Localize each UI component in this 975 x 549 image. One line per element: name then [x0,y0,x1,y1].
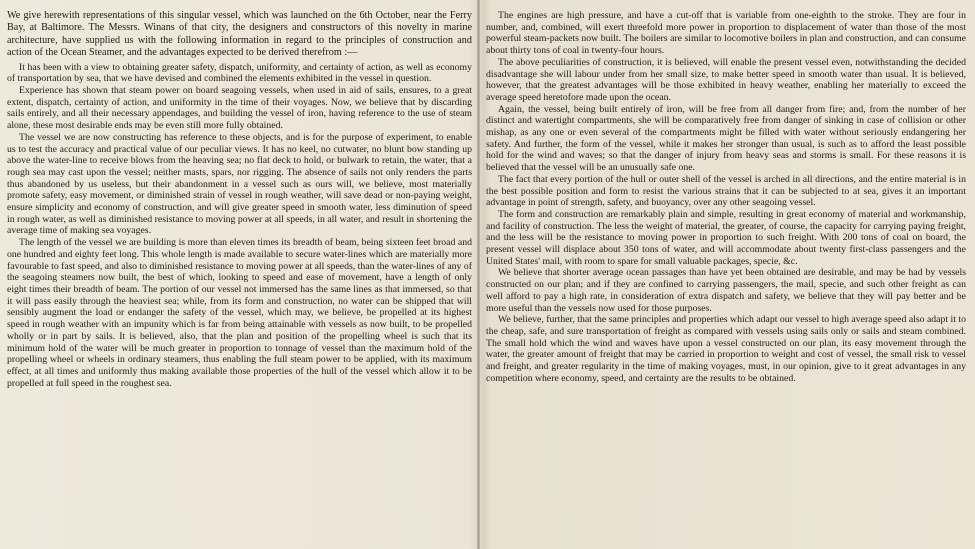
paragraph: Again, the vessel, being built entirely of iron, will be free from all danger from fire; and, from the number of her distinct and watertight compartments, she will be comparatively free from danger of sinking in case of collision or other mishap, as any one or even several of the compartments might be filled with water without seriously endangering her safety. And further, the form of the vessel, while it makes her stronger than usual, is such as to afford the least possible hold for the wind and waves; so that the danger of injury from heavy seas and storms is small. For these reasons it is believed that the vessel will be an unusually safe one. [486,103,966,174]
paragraph: The above peculiarities of construction, it is believed, will enable the present vessel even, notwithstanding the decided disadvantage she will labour under from her small size, to make better speed in smooth water than usual. It is believed, however, that the greatest advantages will be those exhibited in heavy weather, enabling her materially to exceed the average speed heretofore made upon the ocean. [486,56,966,103]
article-column-right [486,10,966,545]
column-gutter [477,0,480,549]
paragraph: The form and construction are remarkably plain and simple, resulting in great economy of material and workmanship, and facility of construction. The less the weight of material, the greater, of course, the capacity for carrying paying freight, and the less will be the resistance to moving power in proportion to such freight. With 200 tons of coal on board, the present vessel will displace about 350 tons of water, and will accommodate about twenty first-class passengers and the United States' mail, with room to spare for small valuable packages, specie, &c. [486,208,966,267]
paragraph: We believe that shorter average ocean passages than have yet been obtained are desirable, and may be had by vessels constructed on our plan; and if they are confined to carrying passengers, the mail, specie, and such other freight as can well afford to pay a high rate, in consideration of extra dispatch and safety, we believe that they will pay better and be more useful than the vessels now used for those purposes. [486,267,966,314]
paragraph: The engines are high pressure, and have a cut-off that is variable from one-eighth to the stroke. They are four in number, and, combined, will exert threefold more power in proportion to displacement of water than those of the most powerful steam-packets now built. The boilers are similar to locomotive boilers in plan and construction, and can consume about thirty tons of coal in twenty-four hours. [486,10,966,57]
paragraph: Experience has shown that steam power on board seagoing vessels, when used in aid of sails, ensures, to a great extent, dispatch, certainty of action, and uniformity in the time of their voyages. Now, we believe that by discarding sails entirely, and all their necessary appendages, and building the vessel of iron, having reference to the use of steam alone, these most desirable ends may be even still more fully obtained. [7,85,472,132]
article-column-left [7,10,472,545]
paragraph: The fact that every portion of the hull or outer shell of the vessel is arched in all directions, and the entire material is in the best possible position and form to resist the various strains that it can be subjected to at sea, gives it an important advantage in point of strength, safety, and buoyancy, over any other seagoing vessel. [486,173,966,209]
paragraph: The length of the vessel we are building is more than eleven times its breadth of beam, being sixteen feet broad and one hundred and eighty feet long. This whole length is made available to secure water-lines which are materially more favourable to fast speed, and also to diminished resistance to moving power at all speeds, than the water-lines of any of the seagoing steamers now built, the best of which, looking to speed and ease of movement, have a length of only eight times their breadth of beam. The portion of our vessel not immersed has the same lines as that immersed, so that it will pass easily through the heaviest sea; while, from its form and construction, no water can be shipped that will sensibly augment the load or endanger the safety of the vessel, which may, we believe, be propelled at its highest speed in rough weather with an impunity which is far from being attainable with vessels as now built, to be propelled wholly or in part by sails. It is believed, also, that the plan and position of the propelling wheel is such that its minimum hold of the water will be much greater in proportion to tonnage of vessel than the maximum hold of the propelling wheel or wheels in ordinary steamers, thus enabling the full steam power to be applied, with its maximum effect, at all times and uniformly thus making available those properties of the hull of the vessel which allow it to be propelled at full speed in the roughest sea. [7,237,472,389]
paragraph: The vessel we are now constructing has reference to these objects, and is for the purpose of experiment, to enable us to test the accuracy and practical value of our peculiar views. It has no keel, no cutwater, no blunt bow standing up above the water-line to receive blows from the heaving sea; no flat deck to hold, or bulwark to retain, the water, that a rough sea may cast upon the vessel; neither masts, spars, nor rigging. The absence of sails not only renders the parts thus abandoned by us useless, but their abandonment in a vessel such as ours will, we believe, most materially promote safety, easy movement, or diminished strain of vessel in rough weather, will save dead or non-paying weight, ensure simplicity and economy of construction, and will give greater speed in smooth water, less diminution of speed in rough water, as well as diminished resistance to moving power at all speeds, in all water, and result in shortening the average time of making sea voyages. [7,131,472,237]
paragraph: We believe, further, that the same principles and properties which adapt our vessel to high average speed also adapt it to the cheap, safe, and sure transportation of freight as compared with vessels using sails only or sails and steam combined. The small hold which the wind and waves have upon a vessel constructed on our plan, its easy movement through the water, the greater amount of freight that may be carried in proportion to weight and cost of vessel, the small risk to vessel and freight, and greater regularity in the time of making voyages, must, in our opinion, give to it great advantages in any competition where economy, speed, and certainty are the results to be obtained. [486,314,966,384]
intro-paragraph: We give herewith representations of this singular vessel, which was launched on the 6th October, near the Ferry Bay, at Baltimore. The Messrs. Winans of that city, the designers and constructors of this novelty in marine architecture, have supplied us with the following information in regard to the principles of construction and action of the Ocean Steamer, and the advantages expected to be derived therefrom :— [7,10,472,59]
paragraph: It has been with a view to obtaining greater safety, dispatch, uniformity, and certainty of action, as well as economy of transportation by sea, that we have devised and combined the elements exhibited in the vessel in question. [7,61,472,85]
